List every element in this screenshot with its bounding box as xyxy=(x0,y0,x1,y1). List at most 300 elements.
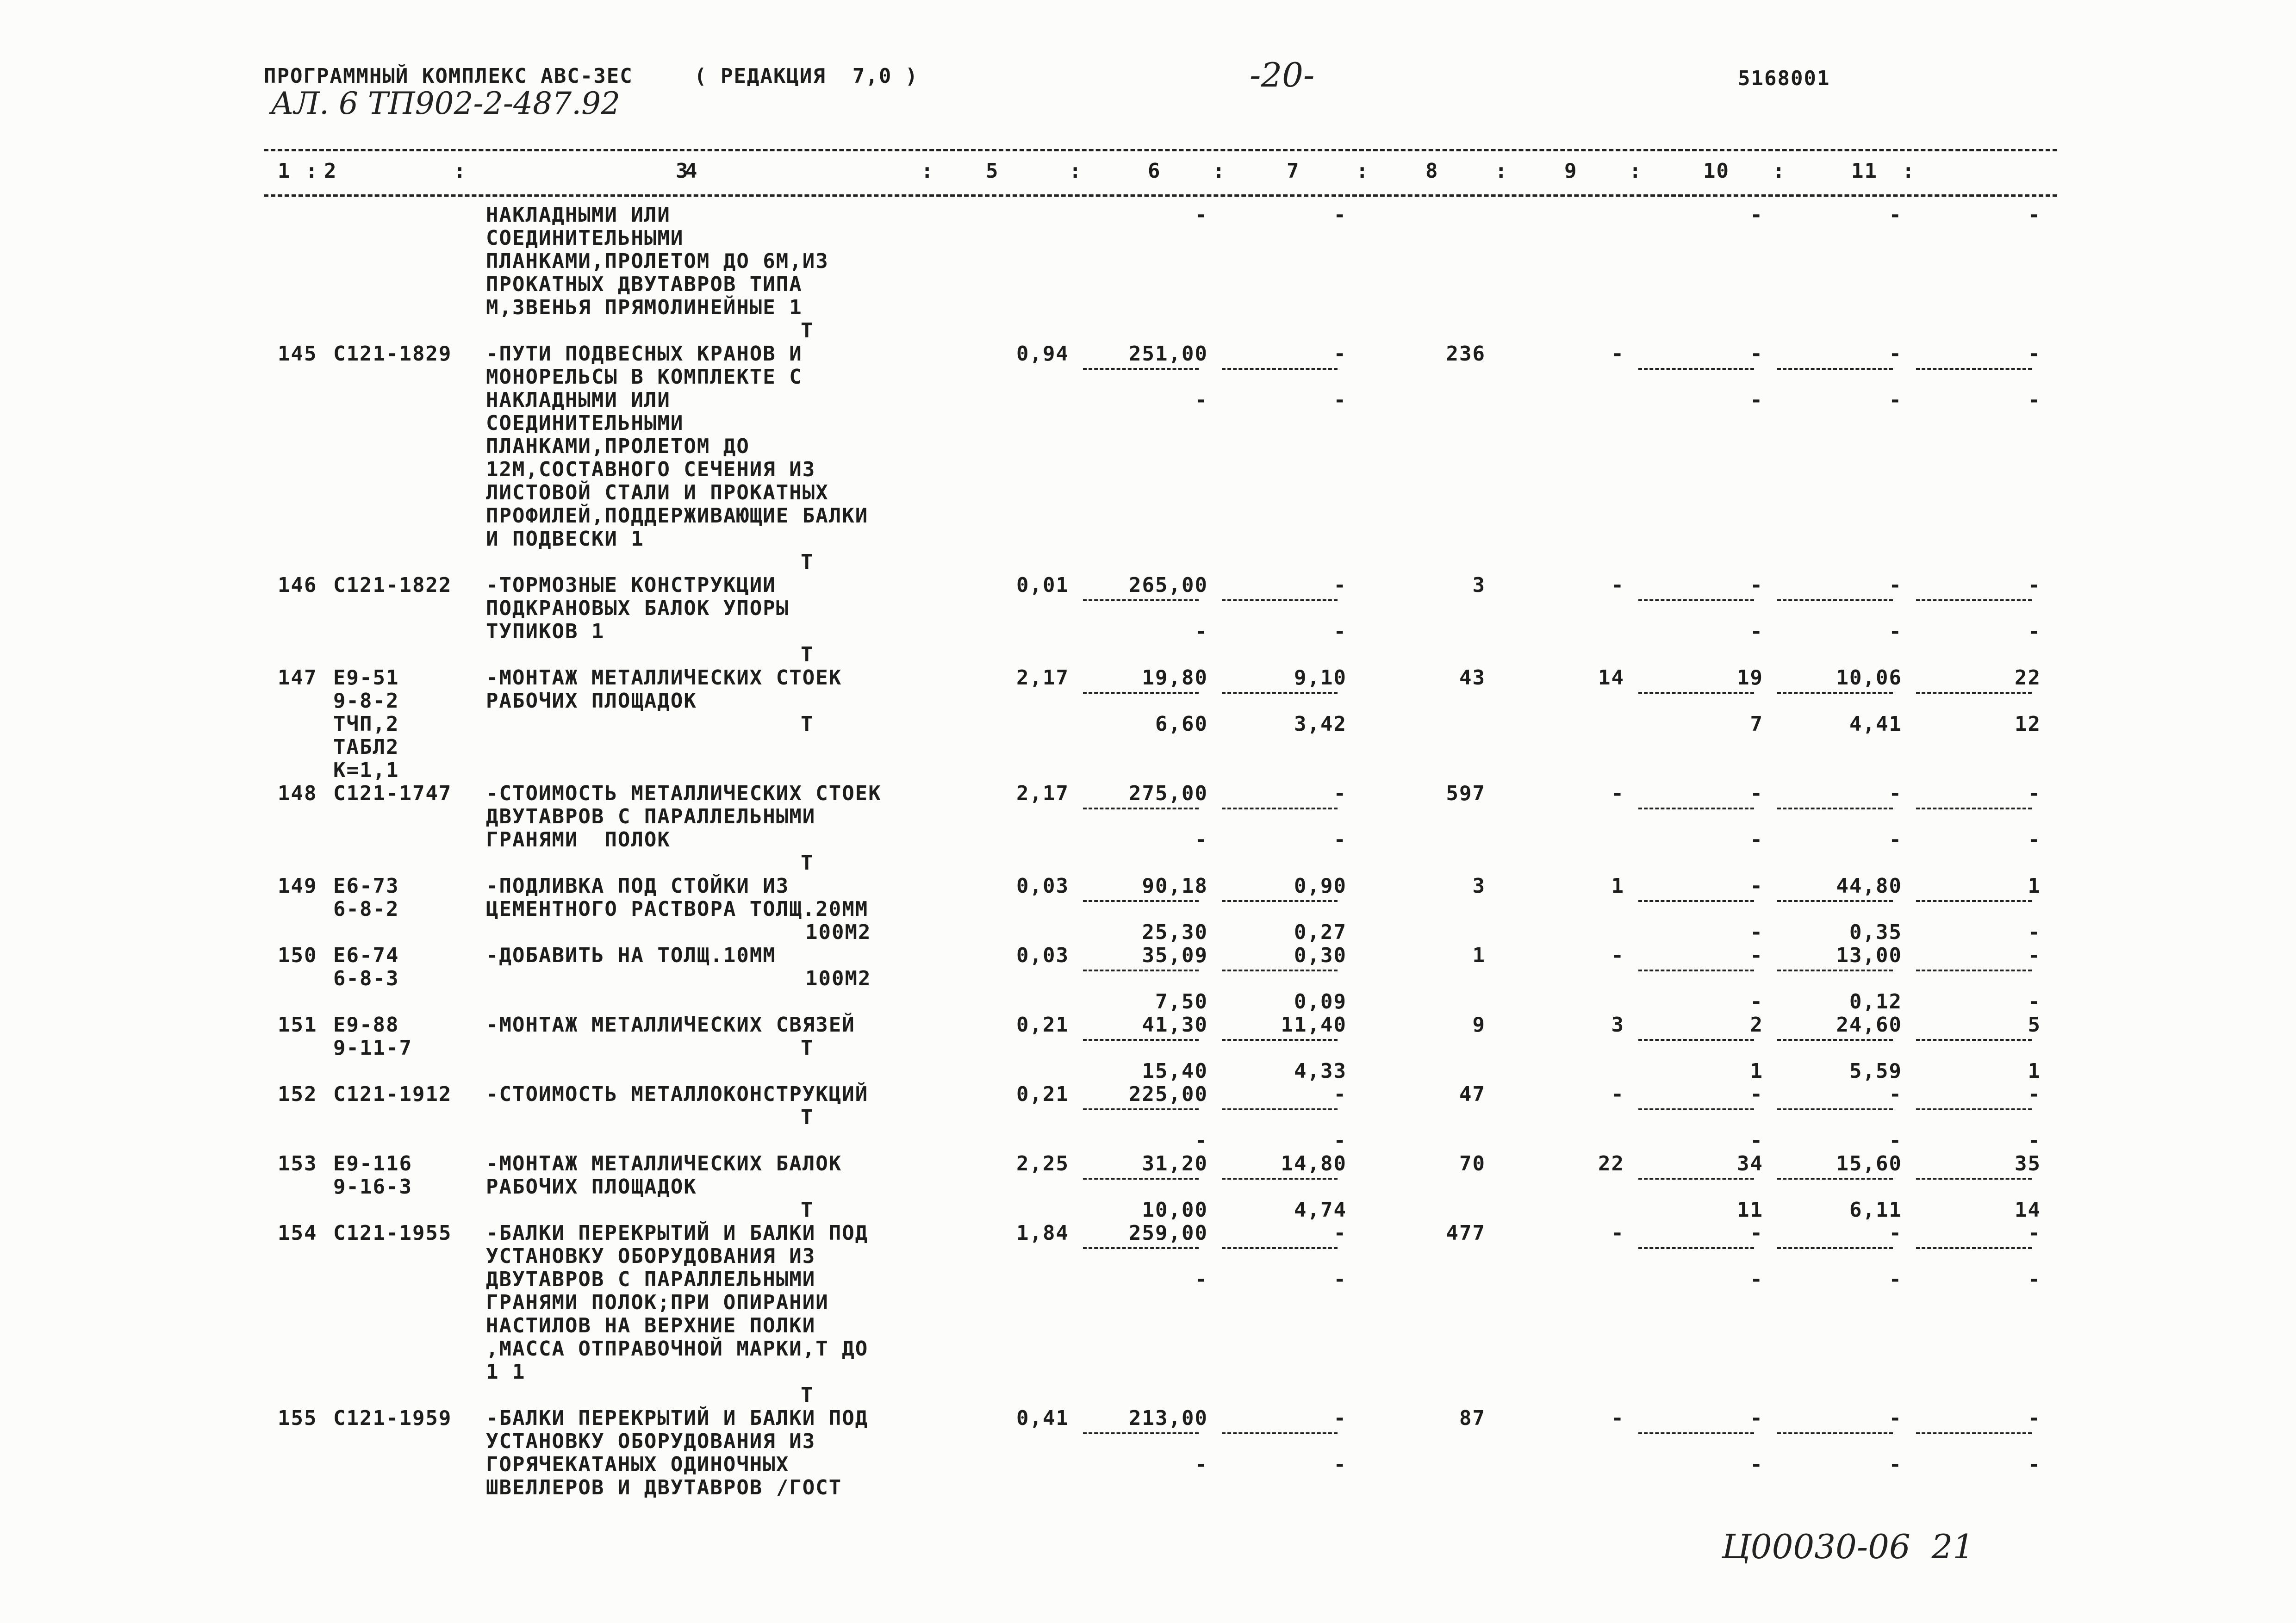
resource-code: С121-1747 xyxy=(333,782,452,805)
value-c11: - xyxy=(2028,342,2041,366)
value-divider xyxy=(1638,1108,1754,1110)
work-description: УСТАНОВКУ ОБОРУДОВАНИЯ ИЗ xyxy=(486,1244,816,1268)
column-separator: : xyxy=(1495,159,1508,183)
value-c11: - xyxy=(2028,944,2041,967)
value-c10b: 0,12 xyxy=(1849,990,1902,1014)
value-c6: 0,90 xyxy=(1294,874,1347,898)
value-c4: 0,03 xyxy=(1016,874,1069,898)
work-description: -БАЛКИ ПЕРЕКРЫТИЙ И БАЛКИ ПОД xyxy=(486,1221,869,1245)
value-c10: 44,80 xyxy=(1836,874,1902,898)
value-c5: 31,20 xyxy=(1142,1152,1208,1175)
value-c5: 19,80 xyxy=(1142,666,1208,690)
value-c11: - xyxy=(2028,573,2041,597)
value-c4: 0,01 xyxy=(1016,573,1069,597)
value-c11: 22 xyxy=(2015,666,2041,690)
value-c9b: - xyxy=(1750,1129,1763,1152)
value-divider xyxy=(1638,1432,1754,1434)
work-description: -ПОДЛИВКА ПОД СТОЙКИ ИЗ xyxy=(486,874,790,898)
resource-code: Е6-74 xyxy=(333,944,399,967)
value-c9b: - xyxy=(1750,203,1763,227)
value-c6b: - xyxy=(1333,1129,1347,1152)
value-divider xyxy=(1083,970,1199,971)
value-divider xyxy=(1222,808,1338,809)
value-divider xyxy=(1083,1108,1199,1110)
value-divider xyxy=(1777,1039,1893,1041)
value-c7: 236 xyxy=(1446,342,1486,366)
column-separator: : xyxy=(1902,159,1916,183)
value-divider xyxy=(1916,1247,2032,1249)
column-header-8: 8 xyxy=(1425,159,1439,183)
work-description: -СТОИМОСТЬ МЕТАЛЛИЧЕСКИХ СТОЕК xyxy=(486,782,882,805)
value-c8: - xyxy=(1611,782,1624,805)
value-c11b: - xyxy=(2028,1129,2041,1152)
value-c5b: - xyxy=(1195,1129,1208,1152)
work-description: ПОДКРАНОВЫХ БАЛОК УПОРЫ xyxy=(486,597,790,620)
value-divider xyxy=(1777,1432,1893,1434)
work-description: -МОНТАЖ МЕТАЛЛИЧЕСКИХ СВЯЗЕЙ xyxy=(486,1013,855,1037)
value-c7: 3 xyxy=(1472,874,1486,898)
work-description: ДВУТАВРОВ С ПАРАЛЛЕЛЬНЫМИ xyxy=(486,1268,816,1291)
column-separator: : xyxy=(1773,159,1786,183)
column-header-4: 4 xyxy=(685,159,698,183)
value-c9b: - xyxy=(1750,990,1763,1014)
value-c8: - xyxy=(1611,1082,1624,1106)
value-c6: - xyxy=(1333,1082,1347,1106)
value-c8: - xyxy=(1611,573,1624,597)
row-number: 148 xyxy=(278,782,317,805)
work-description: -ПУТИ ПОДВЕСНЫХ КРАНОВ И xyxy=(486,342,803,366)
header-bottom-rule xyxy=(264,194,2057,197)
value-c7: 87 xyxy=(1459,1406,1486,1430)
resource-code: 6-8-2 xyxy=(333,897,399,921)
work-description: И ПОДВЕСКИ 1 xyxy=(486,527,644,551)
value-c10b: - xyxy=(1889,1453,1902,1476)
work-description: ШВЕЛЛЕРОВ И ДВУТАВРОВ /ГОСТ xyxy=(486,1476,842,1499)
resource-code: Е6-73 xyxy=(333,874,399,898)
value-divider xyxy=(1638,808,1754,809)
value-c7: 1 xyxy=(1472,944,1486,967)
value-c4: 2,17 xyxy=(1016,666,1069,690)
value-c10b: 4,41 xyxy=(1849,712,1902,736)
work-description: ПЛАНКАМИ,ПРОЛЕТОМ ДО xyxy=(486,435,750,458)
value-c11: 5 xyxy=(2028,1013,2041,1037)
value-divider xyxy=(1638,368,1754,370)
column-separator: : xyxy=(1356,159,1369,183)
column-header-11: 11 xyxy=(1851,159,1878,183)
value-c4: 0,03 xyxy=(1016,944,1069,967)
resource-code: Е9-51 xyxy=(333,666,399,690)
value-divider xyxy=(1916,1108,2032,1110)
column-header-3: 3 xyxy=(676,159,689,183)
value-divider xyxy=(1083,692,1199,694)
value-divider xyxy=(1777,692,1893,694)
value-c6: - xyxy=(1333,782,1347,805)
value-divider xyxy=(1083,1432,1199,1434)
value-c4: 2,25 xyxy=(1016,1152,1069,1175)
column-header-6: 6 xyxy=(1148,159,1161,183)
work-description: УСТАНОВКУ ОБОРУДОВАНИЯ ИЗ xyxy=(486,1430,816,1453)
value-c10b: - xyxy=(1889,1129,1902,1152)
row-number: 147 xyxy=(278,666,317,690)
resource-code: 9-16-3 xyxy=(333,1175,412,1199)
value-c5b: - xyxy=(1195,1268,1208,1291)
value-c9b: - xyxy=(1750,1268,1763,1291)
value-c9: - xyxy=(1750,874,1763,898)
header-top-rule xyxy=(264,149,2057,151)
value-c7: 9 xyxy=(1472,1013,1486,1037)
work-description: ПРОКАТНЫХ ДВУТАВРОВ ТИПА xyxy=(486,273,803,296)
value-c9: - xyxy=(1750,1221,1763,1245)
value-divider xyxy=(1916,808,2032,809)
value-c9: - xyxy=(1750,342,1763,366)
value-c4: 2,17 xyxy=(1016,782,1069,805)
unit-label: Т xyxy=(801,1106,814,1129)
value-c5: 275,00 xyxy=(1129,782,1208,805)
value-divider xyxy=(1222,1178,1338,1180)
value-c11b: - xyxy=(2028,1268,2041,1291)
value-c6: 14,80 xyxy=(1281,1152,1347,1175)
value-c8: 14 xyxy=(1598,666,1624,690)
value-c6b: 4,33 xyxy=(1294,1059,1347,1083)
value-divider xyxy=(1638,1247,1754,1249)
value-c11b: - xyxy=(2028,1453,2041,1476)
value-c5: 35,09 xyxy=(1142,944,1208,967)
document-code: 5168001 xyxy=(1738,67,1830,90)
value-c6b: 0,27 xyxy=(1294,920,1347,944)
value-c6b: - xyxy=(1333,828,1347,852)
value-divider xyxy=(1638,1178,1754,1180)
value-c9: - xyxy=(1750,1082,1763,1106)
value-c6b: 3,42 xyxy=(1294,712,1347,736)
value-c7: 477 xyxy=(1446,1221,1486,1245)
value-divider xyxy=(1916,1432,2032,1434)
unit-label: Т xyxy=(801,643,814,666)
unit-label: 100М2 xyxy=(805,920,871,944)
row-number: 154 xyxy=(278,1221,317,1245)
value-c10b: 6,11 xyxy=(1849,1198,1902,1222)
resource-code: С121-1822 xyxy=(333,573,452,597)
work-description: ГРАНЯМИ ПОЛОК;ПРИ ОПИРАНИИ xyxy=(486,1291,829,1314)
row-number: 155 xyxy=(278,1406,317,1430)
value-divider xyxy=(1777,368,1893,370)
value-divider xyxy=(1638,1039,1754,1041)
resource-code: С121-1912 xyxy=(333,1082,452,1106)
handwritten-reference: АЛ. 6 ТП902-2-487.92 xyxy=(271,86,621,121)
value-c8: - xyxy=(1611,342,1624,366)
work-description: -ТОРМОЗНЫЕ КОНСТРУКЦИИ xyxy=(486,573,776,597)
value-c11: 1 xyxy=(2028,874,2041,898)
value-c8: 1 xyxy=(1611,874,1624,898)
value-c5: 90,18 xyxy=(1142,874,1208,898)
value-c11: - xyxy=(2028,1082,2041,1106)
resource-code: 9-11-7 xyxy=(333,1036,412,1060)
value-c6b: 4,74 xyxy=(1294,1198,1347,1222)
work-description: СОЕДИНИТЕЛЬНЫМИ xyxy=(486,411,684,435)
unit-label: 100М2 xyxy=(805,967,871,990)
value-divider xyxy=(1638,900,1754,902)
value-c10b: - xyxy=(1889,1268,1902,1291)
value-c5b: 10,00 xyxy=(1142,1198,1208,1222)
value-c5b: 7,50 xyxy=(1155,990,1208,1014)
value-c5: 265,00 xyxy=(1129,573,1208,597)
work-description: -МОНТАЖ МЕТАЛЛИЧЕСКИХ БАЛОК xyxy=(486,1152,842,1175)
value-c5b: 6,60 xyxy=(1155,712,1208,736)
column-header-10: 10 xyxy=(1703,159,1730,183)
value-c10: - xyxy=(1889,782,1902,805)
value-divider xyxy=(1222,692,1338,694)
value-c6b: - xyxy=(1333,620,1347,643)
value-divider xyxy=(1916,970,2032,971)
value-divider xyxy=(1222,900,1338,902)
value-c7: 3 xyxy=(1472,573,1486,597)
value-c9: - xyxy=(1750,1406,1763,1430)
value-c9: - xyxy=(1750,944,1763,967)
value-divider xyxy=(1777,808,1893,809)
value-c9: - xyxy=(1750,782,1763,805)
value-c6: 9,10 xyxy=(1294,666,1347,690)
value-c5: 251,00 xyxy=(1129,342,1208,366)
value-divider xyxy=(1777,970,1893,971)
value-divider xyxy=(1083,900,1199,902)
resource-code: С121-1959 xyxy=(333,1406,452,1430)
value-c5: 225,00 xyxy=(1129,1082,1208,1106)
value-c9: 2 xyxy=(1750,1013,1763,1037)
value-c10: - xyxy=(1889,1082,1902,1106)
work-description: -МОНТАЖ МЕТАЛЛИЧЕСКИХ СТОЕК xyxy=(486,666,842,690)
value-c9b: - xyxy=(1750,1453,1763,1476)
value-c8: - xyxy=(1611,944,1624,967)
value-divider xyxy=(1083,808,1199,809)
work-description: РАБОЧИХ ПЛОЩАДОК xyxy=(486,689,697,713)
value-divider xyxy=(1222,368,1338,370)
value-c6: - xyxy=(1333,1406,1347,1430)
value-c11b: - xyxy=(2028,203,2041,227)
column-header-2: 2 xyxy=(324,159,337,183)
value-divider xyxy=(1916,900,2032,902)
value-c10b: - xyxy=(1889,620,1902,643)
value-c6b: - xyxy=(1333,388,1347,412)
value-c4: 0,94 xyxy=(1016,342,1069,366)
value-divider xyxy=(1083,368,1199,370)
value-divider xyxy=(1916,1178,2032,1180)
value-divider xyxy=(1777,1108,1893,1110)
work-description: ТУПИКОВ 1 xyxy=(486,620,605,643)
value-c10b: 0,35 xyxy=(1849,920,1902,944)
unit-label: Т xyxy=(801,712,814,736)
value-c4: 1,84 xyxy=(1016,1221,1069,1245)
value-c6b: 0,09 xyxy=(1294,990,1347,1014)
value-c6: 11,40 xyxy=(1281,1013,1347,1037)
value-c6: - xyxy=(1333,573,1347,597)
value-c9b: 7 xyxy=(1750,712,1763,736)
row-number: 149 xyxy=(278,874,317,898)
resource-code: К=1,1 xyxy=(333,759,399,782)
value-c11b: 14 xyxy=(2015,1198,2041,1222)
value-c10: - xyxy=(1889,1221,1902,1245)
value-c9b: - xyxy=(1750,620,1763,643)
row-number: 150 xyxy=(278,944,317,967)
value-c7: 43 xyxy=(1459,666,1486,690)
resource-code: С121-1829 xyxy=(333,342,452,366)
unit-label: Т xyxy=(801,550,814,574)
work-description: ГРАНЯМИ ПОЛОК xyxy=(486,828,671,852)
column-separator: : xyxy=(1629,159,1643,183)
work-description: НАСТИЛОВ НА ВЕРХНИЕ ПОЛКИ xyxy=(486,1314,816,1337)
column-header-5: 5 xyxy=(986,159,999,183)
work-description: -ДОБАВИТЬ НА ТОЛЩ.10ММ xyxy=(486,944,776,967)
work-description: ПРОФИЛЕЙ,ПОДДЕРЖИВАЮЩИЕ БАЛКИ xyxy=(486,504,869,528)
value-divider xyxy=(1222,970,1338,971)
resource-code: ТАБЛ2 xyxy=(333,735,399,759)
value-divider xyxy=(1638,970,1754,971)
row-number: 151 xyxy=(278,1013,317,1037)
work-description: ,МАССА ОТПРАВОЧНОЙ МАРКИ,Т ДО xyxy=(486,1337,869,1361)
work-description: -БАЛКИ ПЕРЕКРЫТИЙ И БАЛКИ ПОД xyxy=(486,1406,869,1430)
value-c4: 0,21 xyxy=(1016,1013,1069,1037)
value-c11b: - xyxy=(2028,990,2041,1014)
value-c11b: - xyxy=(2028,920,2041,944)
value-c11b: - xyxy=(2028,828,2041,852)
value-divider xyxy=(1222,599,1338,601)
value-divider xyxy=(1222,1039,1338,1041)
work-description: ПЛАНКАМИ,ПРОЛЕТОМ ДО 6М,ИЗ xyxy=(486,249,829,273)
column-separator: : xyxy=(305,159,319,183)
value-c10: 24,60 xyxy=(1836,1013,1902,1037)
value-divider xyxy=(1777,1247,1893,1249)
unit-label: Т xyxy=(801,851,814,875)
work-description: НАКЛАДНЫМИ ИЛИ xyxy=(486,203,671,227)
value-c7: 597 xyxy=(1446,782,1486,805)
resource-code: Е9-88 xyxy=(333,1013,399,1037)
value-c5b: 15,40 xyxy=(1142,1059,1208,1083)
value-c8: - xyxy=(1611,1406,1624,1430)
value-divider xyxy=(1083,1039,1199,1041)
value-c5b: - xyxy=(1195,1453,1208,1476)
resource-code: С121-1955 xyxy=(333,1221,452,1245)
value-c8: 3 xyxy=(1611,1013,1624,1037)
row-number: 152 xyxy=(278,1082,317,1106)
value-c9b: - xyxy=(1750,388,1763,412)
value-c9: - xyxy=(1750,573,1763,597)
value-c4: 0,21 xyxy=(1016,1082,1069,1106)
work-description: СОЕДИНИТЕЛЬНЫМИ xyxy=(486,226,684,250)
value-c10: - xyxy=(1889,1406,1902,1430)
value-c6b: - xyxy=(1333,1268,1347,1291)
value-c8: - xyxy=(1611,1221,1624,1245)
unit-label: Т xyxy=(801,1036,814,1060)
work-description: ГОРЯЧЕКАТАНЫХ ОДИНОЧНЫХ xyxy=(486,1453,790,1476)
column-header-9: 9 xyxy=(1564,159,1578,183)
work-description: 1 1 xyxy=(486,1360,526,1384)
value-divider xyxy=(1777,1178,1893,1180)
row-number: 153 xyxy=(278,1152,317,1175)
value-c6: - xyxy=(1333,1221,1347,1245)
value-c10: - xyxy=(1889,342,1902,366)
value-divider xyxy=(1083,1178,1199,1180)
value-c7: 47 xyxy=(1459,1082,1486,1106)
work-description: НАКЛАДНЫМИ ИЛИ xyxy=(486,388,671,412)
work-description: МОНОРЕЛЬСЫ В КОМПЛЕКТЕ С xyxy=(486,365,803,389)
column-separator: : xyxy=(1213,159,1226,183)
value-c11: 35 xyxy=(2015,1152,2041,1175)
resource-code: ТЧП,2 xyxy=(333,712,399,736)
value-c11b: 12 xyxy=(2015,712,2041,736)
work-description: 12М,СОСТАВНОГО СЕЧЕНИЯ ИЗ xyxy=(486,458,816,481)
value-divider xyxy=(1916,599,2032,601)
row-number: 145 xyxy=(278,342,317,366)
work-description: ЦЕМЕНТНОГО РАСТВОРА ТОЛЩ.20ММ xyxy=(486,897,869,921)
row-number: 146 xyxy=(278,573,317,597)
value-divider xyxy=(1222,1108,1338,1110)
value-c5: 41,30 xyxy=(1142,1013,1208,1037)
value-c9b: - xyxy=(1750,828,1763,852)
value-c6: 0,30 xyxy=(1294,944,1347,967)
work-description: М,ЗВЕНЬЯ ПРЯМОЛИНЕЙНЫЕ 1 xyxy=(486,296,803,319)
column-separator: : xyxy=(921,159,934,183)
value-c11: - xyxy=(2028,1221,2041,1245)
value-c8: 22 xyxy=(1598,1152,1624,1175)
value-c11b: - xyxy=(2028,388,2041,412)
work-description: -СТОИМОСТЬ МЕТАЛЛОКОНСТРУКЦИЙ xyxy=(486,1082,869,1106)
value-c9b: 11 xyxy=(1737,1198,1763,1222)
value-c10b: - xyxy=(1889,203,1902,227)
value-c5b: - xyxy=(1195,620,1208,643)
resource-code: 9-8-2 xyxy=(333,689,399,713)
value-c5b: - xyxy=(1195,203,1208,227)
page-number: -20- xyxy=(1250,56,1315,94)
value-divider xyxy=(1083,1247,1199,1249)
work-description: РАБОЧИХ ПЛОЩАДОК xyxy=(486,1175,697,1199)
value-c6b: - xyxy=(1333,1453,1347,1476)
resource-code: 6-8-3 xyxy=(333,967,399,990)
value-divider xyxy=(1916,368,2032,370)
value-c5b: 25,30 xyxy=(1142,920,1208,944)
work-description: ЛИСТОВОЙ СТАЛИ И ПРОКАТНЫХ xyxy=(486,481,829,504)
value-c10: 13,00 xyxy=(1836,944,1902,967)
work-description: ДВУТАВРОВ С ПАРАЛЛЕЛЬНЫМИ xyxy=(486,805,816,828)
value-c4: 0,41 xyxy=(1016,1406,1069,1430)
value-c10: - xyxy=(1889,573,1902,597)
value-c9b: 1 xyxy=(1750,1059,1763,1083)
resource-code: Е9-116 xyxy=(333,1152,412,1175)
value-c10: 15,60 xyxy=(1836,1152,1902,1175)
column-separator: : xyxy=(454,159,467,183)
value-c11b: 1 xyxy=(2028,1059,2041,1083)
value-divider xyxy=(1222,1432,1338,1434)
unit-label: Т xyxy=(801,319,814,342)
value-c11: - xyxy=(2028,1406,2041,1430)
value-c7: 70 xyxy=(1459,1152,1486,1175)
value-divider xyxy=(1777,900,1893,902)
value-c10: 10,06 xyxy=(1836,666,1902,690)
column-header-7: 7 xyxy=(1287,159,1300,183)
value-divider xyxy=(1916,1039,2032,1041)
value-divider xyxy=(1222,1247,1338,1249)
value-c9: 19 xyxy=(1737,666,1763,690)
edition-label: ( РЕДАКЦИЯ 7,0 ) xyxy=(694,64,919,88)
value-c5: 259,00 xyxy=(1129,1221,1208,1245)
value-c5: 213,00 xyxy=(1129,1406,1208,1430)
value-c10b: 5,59 xyxy=(1849,1059,1902,1083)
value-c10b: - xyxy=(1889,828,1902,852)
value-c5b: - xyxy=(1195,828,1208,852)
handwritten-footer-code: Ц00030-06 21 xyxy=(1722,1527,1974,1566)
value-divider xyxy=(1083,599,1199,601)
column-separator: : xyxy=(1069,159,1083,183)
value-divider xyxy=(1638,692,1754,694)
program-title: ПРОГРАММНЫЙ КОМПЛЕКС АВС-ЗЕС xyxy=(264,64,633,88)
value-c9b: - xyxy=(1750,920,1763,944)
